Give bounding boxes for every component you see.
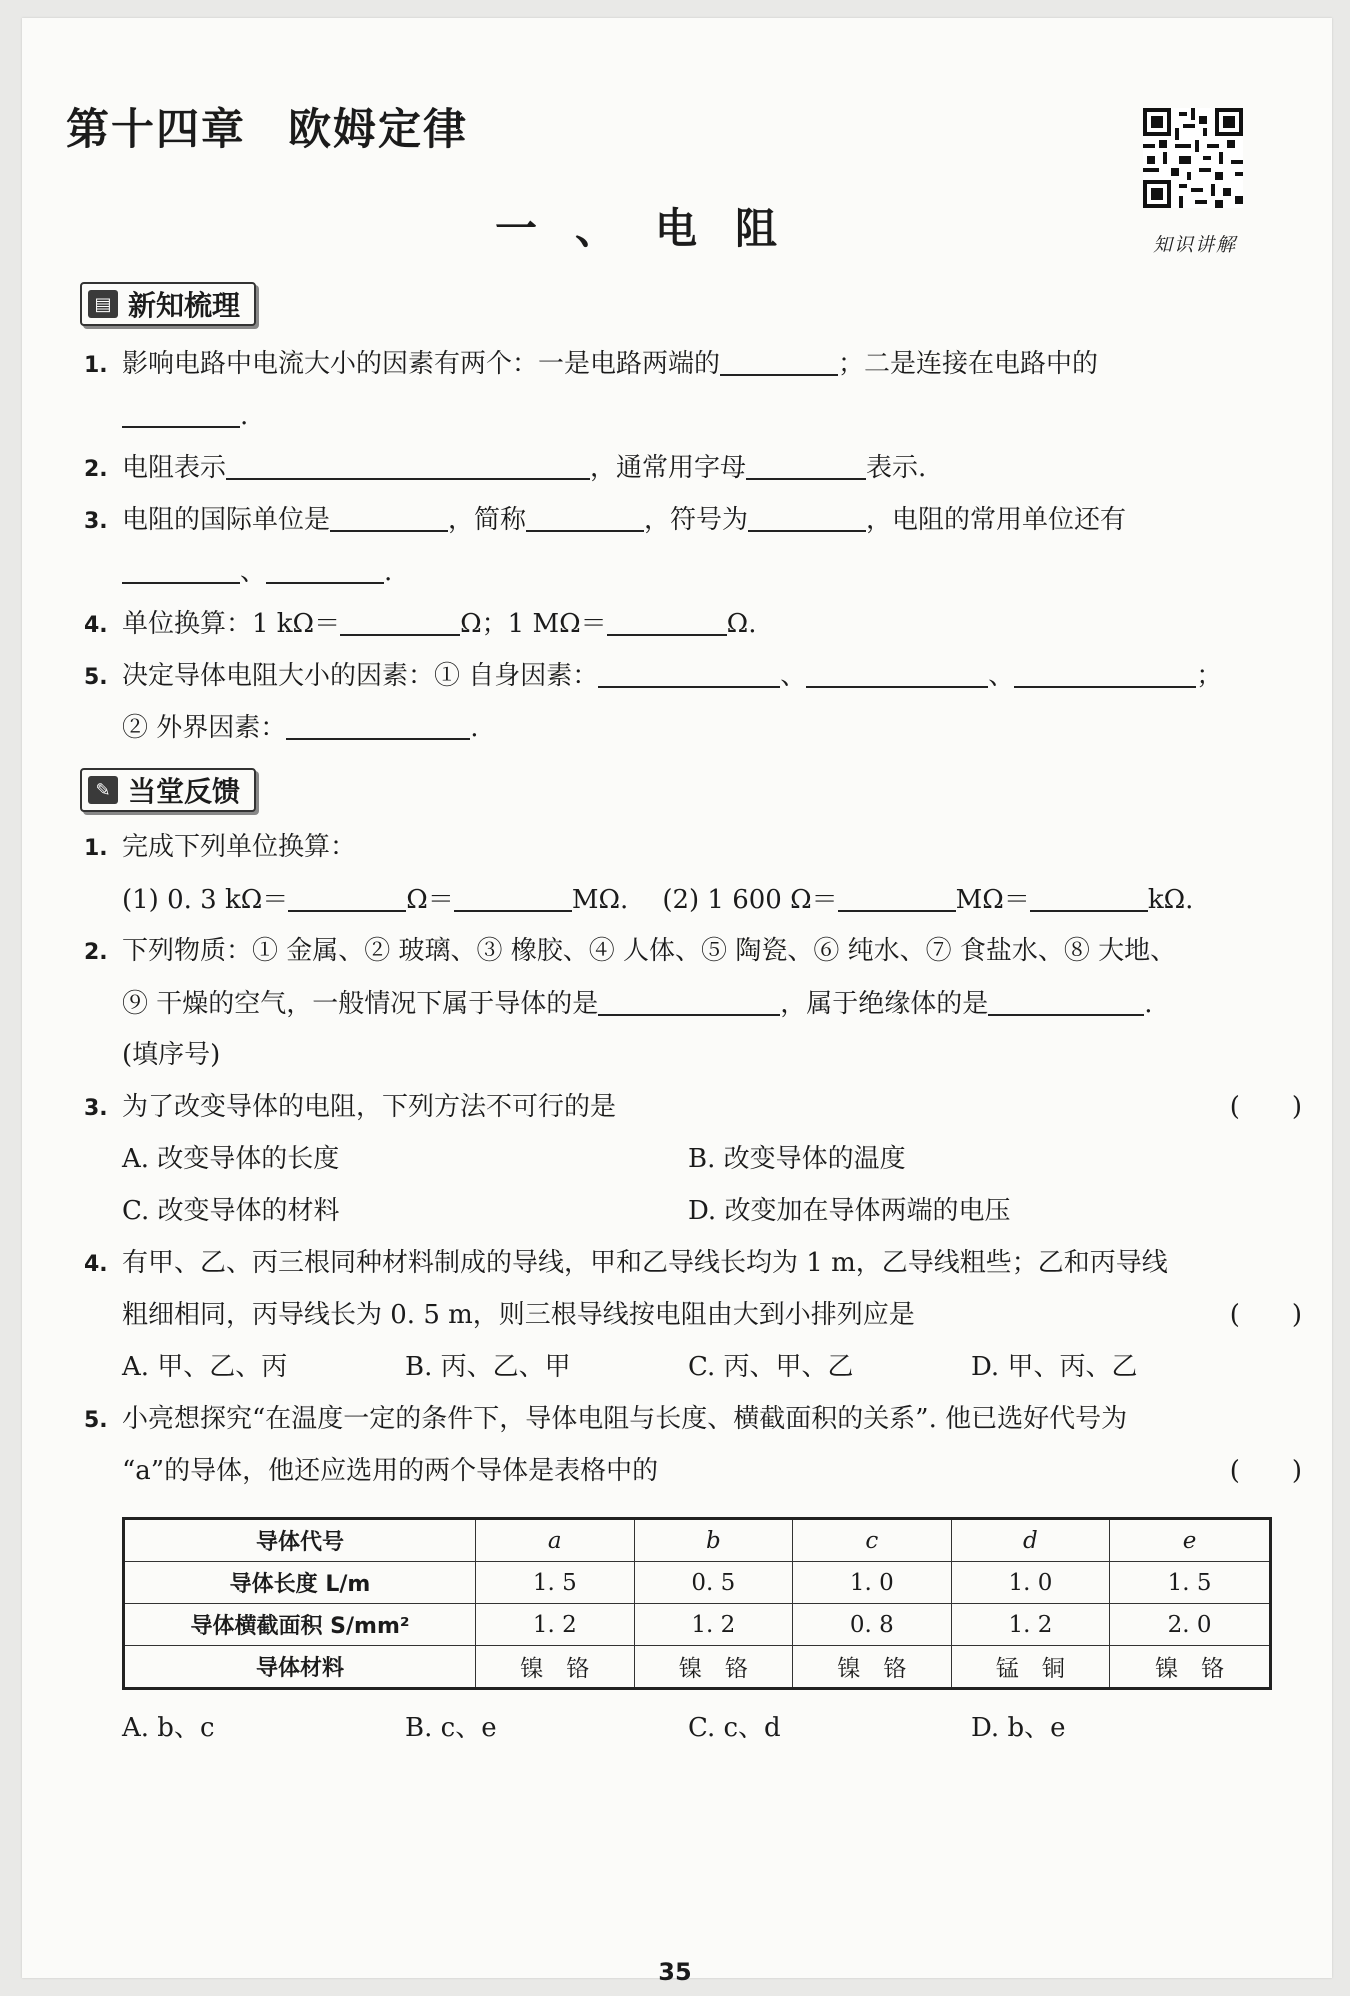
s1-question-3-cont <box>84 554 1302 589</box>
s1-question-2 <box>84 450 1302 487</box>
question-text: MΩ＝ <box>955 885 1030 915</box>
table-cell: 1. 5 <box>1110 1562 1271 1604</box>
table-cell: d <box>951 1519 1110 1562</box>
answer-blank[interactable] <box>454 882 572 912</box>
question-text: ② 外界因素： <box>122 713 287 743</box>
question-number: 2. <box>84 457 108 482</box>
option-b[interactable]: B. 丙、乙、甲 <box>405 1352 571 1382</box>
question-text: 表示. <box>866 453 927 483</box>
chapter-number: 第十四章 <box>66 105 246 155</box>
question-number: 4. <box>84 613 108 638</box>
answer-blank[interactable] <box>838 882 956 912</box>
table-cell: 1. 0 <box>951 1562 1110 1604</box>
option-c[interactable]: C. 丙、甲、乙 <box>688 1352 854 1382</box>
row-header: 导体横截面积 S/mm² <box>124 1604 476 1646</box>
s1-question-4 <box>84 606 1302 643</box>
table-row <box>124 1604 1271 1646</box>
question-text: 影响电路中电流大小的因素有两个：一是电路两端的 <box>122 349 721 379</box>
question-text: ，符号为 <box>644 505 749 535</box>
s2-question-4 <box>84 1246 1302 1282</box>
option-d[interactable]: D. b、e <box>971 1713 1066 1743</box>
answer-blank[interactable] <box>607 606 727 636</box>
section-title: 一、电阻 <box>494 204 815 253</box>
question-text: . <box>470 713 479 743</box>
answer-paren[interactable]: ( ) <box>1229 1092 1302 1122</box>
section-header-new-knowledge <box>80 282 256 326</box>
pencil-icon: ✎ <box>88 776 118 804</box>
option-b[interactable]: B. 改变导体的温度 <box>688 1144 906 1174</box>
question-text: . <box>240 401 249 431</box>
question-text: 、 <box>780 661 807 691</box>
question-text: Ω＝ <box>406 885 454 915</box>
answer-blank[interactable] <box>598 658 780 688</box>
question-text: Ω；1 MΩ＝ <box>460 609 607 639</box>
s2-q4-options <box>84 1350 1302 1384</box>
s2-question-4-cont <box>84 1298 1302 1332</box>
question-text: (2) 1 600 Ω＝ <box>662 885 838 915</box>
table-row <box>124 1646 1271 1689</box>
answer-blank[interactable] <box>266 554 384 584</box>
question-text: ，电阻的常用单位还有 <box>866 505 1127 535</box>
answer-blank[interactable] <box>1030 882 1148 912</box>
table-cell: 镍 铬 <box>634 1646 793 1689</box>
s1-question-1-cont <box>84 398 1302 433</box>
s2-question-3 <box>84 1090 1302 1126</box>
question-text: (填序号) <box>122 1040 221 1070</box>
question-number: 3. <box>84 1096 108 1121</box>
option-a[interactable]: A. b、c <box>122 1713 215 1743</box>
qr-code-icon[interactable] <box>1143 108 1243 208</box>
answer-blank[interactable] <box>526 502 644 532</box>
question-text: 电阻表示 <box>122 453 227 483</box>
chapter-name: 欧姆定律 <box>288 105 468 155</box>
question-number: 1. <box>84 836 108 861</box>
table-cell: e <box>1110 1519 1271 1562</box>
s2-question-2 <box>84 934 1302 970</box>
answer-blank[interactable] <box>748 502 866 532</box>
s1-question-3 <box>84 502 1302 539</box>
question-text: 决定导体电阻大小的因素：① 自身因素： <box>122 661 599 691</box>
s2-question-1 <box>84 830 1302 866</box>
question-text: 单位换算：1 kΩ＝ <box>122 609 341 639</box>
option-a[interactable]: A. 改变导体的长度 <box>122 1144 340 1174</box>
row-header: 导体代号 <box>124 1519 476 1562</box>
question-number: 5. <box>84 1408 108 1433</box>
question-text: 下列物质：① 金属、② 玻璃、③ 橡胶、④ 人体、⑤ 陶瓷、⑥ 纯水、⑦ 食盐水、⑧ 大地、 <box>122 936 1177 966</box>
option-d[interactable]: D. 甲、丙、乙 <box>971 1352 1138 1382</box>
answer-paren[interactable]: ( ) <box>1229 1456 1302 1486</box>
question-text: MΩ. <box>571 885 629 915</box>
question-text: ，简称 <box>448 505 527 535</box>
table-row <box>124 1519 1271 1562</box>
s2-question-1-parts <box>84 882 1302 917</box>
answer-blank[interactable] <box>340 606 460 636</box>
question-text: ⑨ 干燥的空气，一般情况下属于导体的是 <box>122 989 599 1019</box>
question-text: 为了改变导体的电阻，下列方法不可行的是 <box>122 1092 617 1122</box>
table-cell: 2. 0 <box>1110 1604 1271 1646</box>
table-cell: b <box>634 1519 793 1562</box>
table-cell: 0. 5 <box>634 1562 793 1604</box>
question-text: . <box>1144 989 1153 1019</box>
question-number: 1. <box>84 353 108 378</box>
question-text: 、 <box>240 557 267 587</box>
table-cell: 1. 5 <box>476 1562 635 1604</box>
option-a[interactable]: A. 甲、乙、丙 <box>122 1352 288 1382</box>
answer-blank[interactable] <box>122 398 240 428</box>
table-cell: 1. 2 <box>951 1604 1110 1646</box>
table-cell: 0. 8 <box>793 1604 952 1646</box>
s2-q3-options-row2 <box>84 1194 1302 1228</box>
answer-blank[interactable] <box>226 450 590 480</box>
s2-q5-options <box>84 1711 1302 1745</box>
question-text: 、 <box>988 661 1015 691</box>
answer-blank[interactable] <box>286 710 470 740</box>
s2-question-5 <box>84 1402 1302 1438</box>
table-cell: 镍 铬 <box>793 1646 952 1689</box>
option-c[interactable]: C. 改变导体的材料 <box>122 1196 340 1226</box>
question-text: ，属于绝缘体的是 <box>780 989 989 1019</box>
question-text: “a”的导体，他还应选用的两个导体是表格中的 <box>122 1456 659 1486</box>
answer-blank[interactable] <box>746 450 866 480</box>
qr-label: 知识讲解 <box>1152 234 1237 256</box>
question-text: . <box>384 557 393 587</box>
option-c[interactable]: C. c、d <box>688 1713 781 1743</box>
question-text: 小亮想探究“在温度一定的条件下，导体电阻与长度、横截面积的关系”. 他已选好代号为 <box>122 1404 1128 1434</box>
question-text: ； <box>1196 661 1223 691</box>
question-number: 4. <box>84 1252 108 1277</box>
question-number: 5. <box>84 665 108 690</box>
question-text: 粗细相同，丙导线长为 0. 5 m，则三根导线按电阻由大到小排列应是 <box>122 1300 915 1330</box>
question-text: ，通常用字母 <box>590 453 747 483</box>
question-text: 电阻的国际单位是 <box>122 505 331 535</box>
s2-question-5-cont <box>84 1454 1302 1488</box>
question-number: 2. <box>84 940 108 965</box>
section-header-feedback <box>80 768 256 812</box>
s1-question-5 <box>84 658 1302 695</box>
question-text: 完成下列单位换算： <box>122 832 357 862</box>
question-text: ；二是连接在电路中的 <box>838 349 1099 379</box>
chapter-title <box>66 96 468 157</box>
section-header-label: 新知梳理 <box>128 289 241 322</box>
row-header: 导体材料 <box>124 1646 476 1689</box>
book-icon: ▤ <box>88 290 118 318</box>
page-number: 35 <box>658 1958 692 1986</box>
answer-blank[interactable] <box>988 986 1144 1016</box>
table-cell: 锰 铜 <box>951 1646 1110 1689</box>
table-cell: 镍 铬 <box>1110 1646 1271 1689</box>
table-cell: c <box>793 1519 952 1562</box>
s2-question-2-note <box>84 1038 1302 1072</box>
question-text: kΩ. <box>1147 885 1194 915</box>
table-cell: 1. 0 <box>793 1562 952 1604</box>
option-d[interactable]: D. 改变加在导体两端的电压 <box>688 1196 1011 1226</box>
answer-blank[interactable] <box>1014 658 1196 688</box>
answer-blank[interactable] <box>288 882 406 912</box>
s2-q3-options-row1 <box>84 1142 1302 1176</box>
conductor-table <box>122 1517 1272 1690</box>
answer-blank[interactable] <box>806 658 988 688</box>
question-number: 3. <box>84 509 108 534</box>
s1-question-5-cont <box>84 710 1302 745</box>
question-text: 有甲、乙、丙三根同种材料制成的导线，甲和乙导线长均为 1 m，乙导线粗些；乙和丙导线 <box>122 1248 1168 1278</box>
option-b[interactable]: B. c、e <box>405 1713 497 1743</box>
s1-question-1 <box>84 346 1302 383</box>
answer-blank[interactable] <box>598 986 780 1016</box>
section-header-label: 当堂反馈 <box>128 775 241 808</box>
question-text: (1) 0. 3 kΩ＝ <box>122 885 289 915</box>
table-row <box>124 1562 1271 1604</box>
table-cell: a <box>476 1519 635 1562</box>
answer-blank[interactable] <box>720 346 838 376</box>
table-cell: 镍 铬 <box>476 1646 635 1689</box>
s2-question-2-cont <box>84 986 1302 1021</box>
answer-blank[interactable] <box>122 554 240 584</box>
answer-paren[interactable]: ( ) <box>1229 1300 1302 1330</box>
row-header: 导体长度 L/m <box>124 1562 476 1604</box>
question-text: Ω. <box>726 609 757 639</box>
table-cell: 1. 2 <box>634 1604 793 1646</box>
table-cell: 1. 2 <box>476 1604 635 1646</box>
answer-blank[interactable] <box>330 502 448 532</box>
